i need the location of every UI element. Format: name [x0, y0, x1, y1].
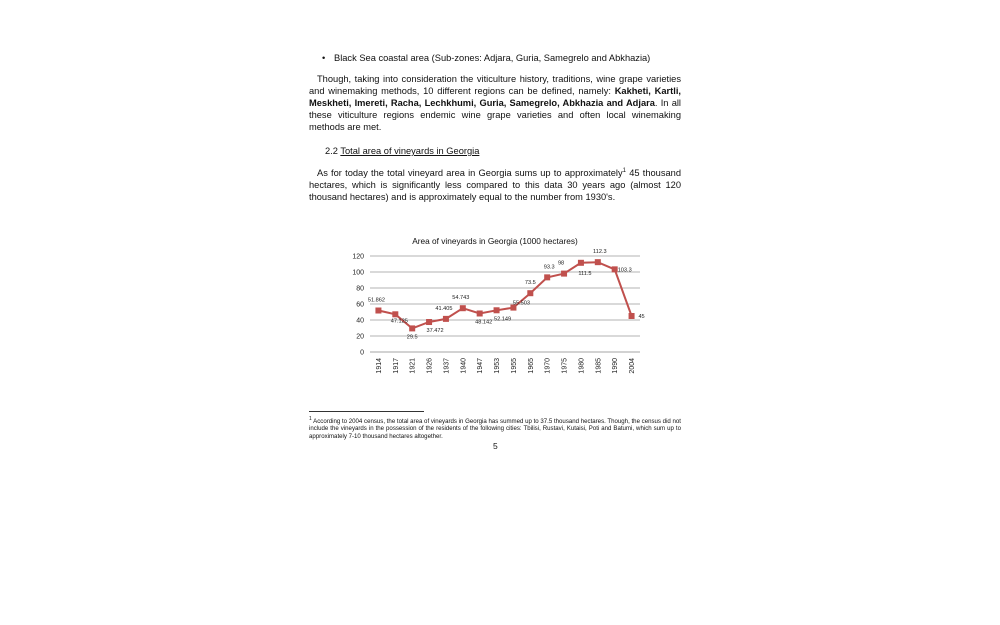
- data-label-1921: 29.5: [406, 334, 418, 341]
- x-tick-1965: 1965: [527, 358, 535, 374]
- y-tick-100: 100: [352, 269, 364, 277]
- x-axis: [376, 358, 636, 374]
- data-label-1975: 98: [557, 260, 565, 267]
- x-tick-1926: 1926: [426, 358, 434, 374]
- data-point-1921: [409, 325, 415, 331]
- y-axis: [352, 254, 364, 357]
- x-tick-1914: 1914: [375, 358, 383, 374]
- data-label-1985: 112.3: [593, 249, 607, 256]
- data-label-1917: 47.125: [390, 318, 408, 325]
- data-label-1953: 52.149: [494, 316, 512, 323]
- bullet-dot-icon: •: [322, 53, 326, 63]
- x-tick-1990: 1990: [612, 358, 620, 374]
- vineyard-area-paragraph: [309, 165, 681, 203]
- x-tick-1980: 1980: [578, 358, 586, 374]
- data-point-1937: [443, 316, 449, 322]
- bullet-item: [322, 53, 650, 63]
- vineyard-paragraph-start: As for today the total vineyard area in Georgia sums up to approximately: [317, 168, 623, 179]
- data-label-1914: 51.862: [367, 297, 385, 304]
- data-label-1926: 37.472: [426, 328, 444, 335]
- data-label-1947: 48.142: [475, 319, 493, 326]
- x-tick-1985: 1985: [595, 358, 603, 374]
- x-tick-1953: 1953: [494, 358, 502, 374]
- footnote-ref[interactable]: 1: [622, 168, 626, 174]
- y-tick-20: 20: [356, 333, 364, 341]
- data-label-1937: 41.405: [435, 305, 453, 312]
- data-point-1953: [494, 307, 500, 313]
- regions-paragraph-end: . In all these viticulture regions endemic wine grape varieties and often local winemaking methods are met.: [309, 98, 681, 132]
- footnote-divider: [309, 411, 424, 412]
- y-tick-120: 120: [352, 253, 364, 261]
- data-label-1970: 93.3: [543, 264, 555, 271]
- regions-paragraph-intro: Though, taking into consideration the viticulture history, traditions, wine grape varieties and winemaking methods, 10 different regions can be defined, namely:: [309, 74, 681, 96]
- data-point-1940: [460, 305, 466, 311]
- data-point-1947: [477, 310, 483, 316]
- data-label-1965: 73.5: [524, 280, 536, 287]
- vineyard-area-chart: [340, 228, 660, 378]
- section-title: Total area of vineyards in Georgia: [340, 146, 480, 156]
- data-label-1940: 54.743: [452, 295, 470, 302]
- y-tick-40: 40: [356, 317, 364, 325]
- y-tick-0: 0: [360, 349, 364, 357]
- data-point-1965: [527, 290, 533, 296]
- x-tick-1940: 1940: [460, 358, 468, 374]
- data-point-1985: [595, 259, 601, 265]
- x-tick-1921: 1921: [409, 358, 417, 374]
- data-label-1980: 111.5: [578, 270, 592, 277]
- section-number: 2.2: [325, 146, 338, 156]
- x-tick-1937: 1937: [443, 358, 451, 374]
- data-point-2004: [629, 313, 635, 319]
- footnote-marker: 1: [309, 416, 312, 422]
- data-point-1970: [544, 274, 550, 280]
- data-point-1926: [426, 319, 432, 325]
- vineyard-paragraph-end: 45 thousand hectares, which is significantly less compared to this data 30 years ago (almost 120 thousand hectares) and is approximately equal to the number from 1930's.: [309, 168, 681, 203]
- x-tick-2004: 2004: [629, 358, 637, 374]
- regions-paragraph: [309, 73, 681, 133]
- x-tick-1917: 1917: [392, 358, 400, 374]
- data-point-1980: [578, 260, 584, 266]
- data-label-1955: 55.503: [512, 300, 530, 307]
- chart-title: Area of vineyards in Georgia (1000 hectares): [412, 236, 578, 246]
- data-point-1917: [392, 311, 398, 317]
- footnote-text: According to 2004 census, the total area of vineyards in Georgia has summed up to 37.5 thousand hectares. Though, the census did not include the vineyards in the possession of the residents of the following cities: Tbilisi, Rustavi, Kutaisi, Poti and Batumi, which sum up to approximately 7-10 thousand hectares altogether.: [309, 418, 681, 440]
- x-tick-1947: 1947: [477, 358, 485, 374]
- footnote: [309, 416, 681, 440]
- section-heading: [325, 146, 479, 156]
- regions-list-bold: Kakheti, Kartli, Meskheti, Imereti, Racha, Lechkhumi, Guria, Samegrelo, Abkhazia and Adjara: [309, 86, 681, 108]
- data-point-1914: [375, 308, 381, 314]
- x-tick-1955: 1955: [510, 358, 518, 374]
- x-tick-1975: 1975: [561, 358, 569, 374]
- data-label-1990: 103.3: [617, 267, 632, 274]
- y-tick-80: 80: [356, 285, 364, 293]
- data-point-1975: [561, 271, 567, 277]
- x-tick-1970: 1970: [544, 358, 552, 374]
- bullet-text: Black Sea coastal area (Sub-zones: Adjara, Guria, Samegrelo and Abkhazia): [334, 53, 651, 63]
- y-tick-60: 60: [356, 301, 364, 309]
- page-number: 5: [493, 441, 498, 451]
- data-label-2004: 45: [638, 314, 645, 320]
